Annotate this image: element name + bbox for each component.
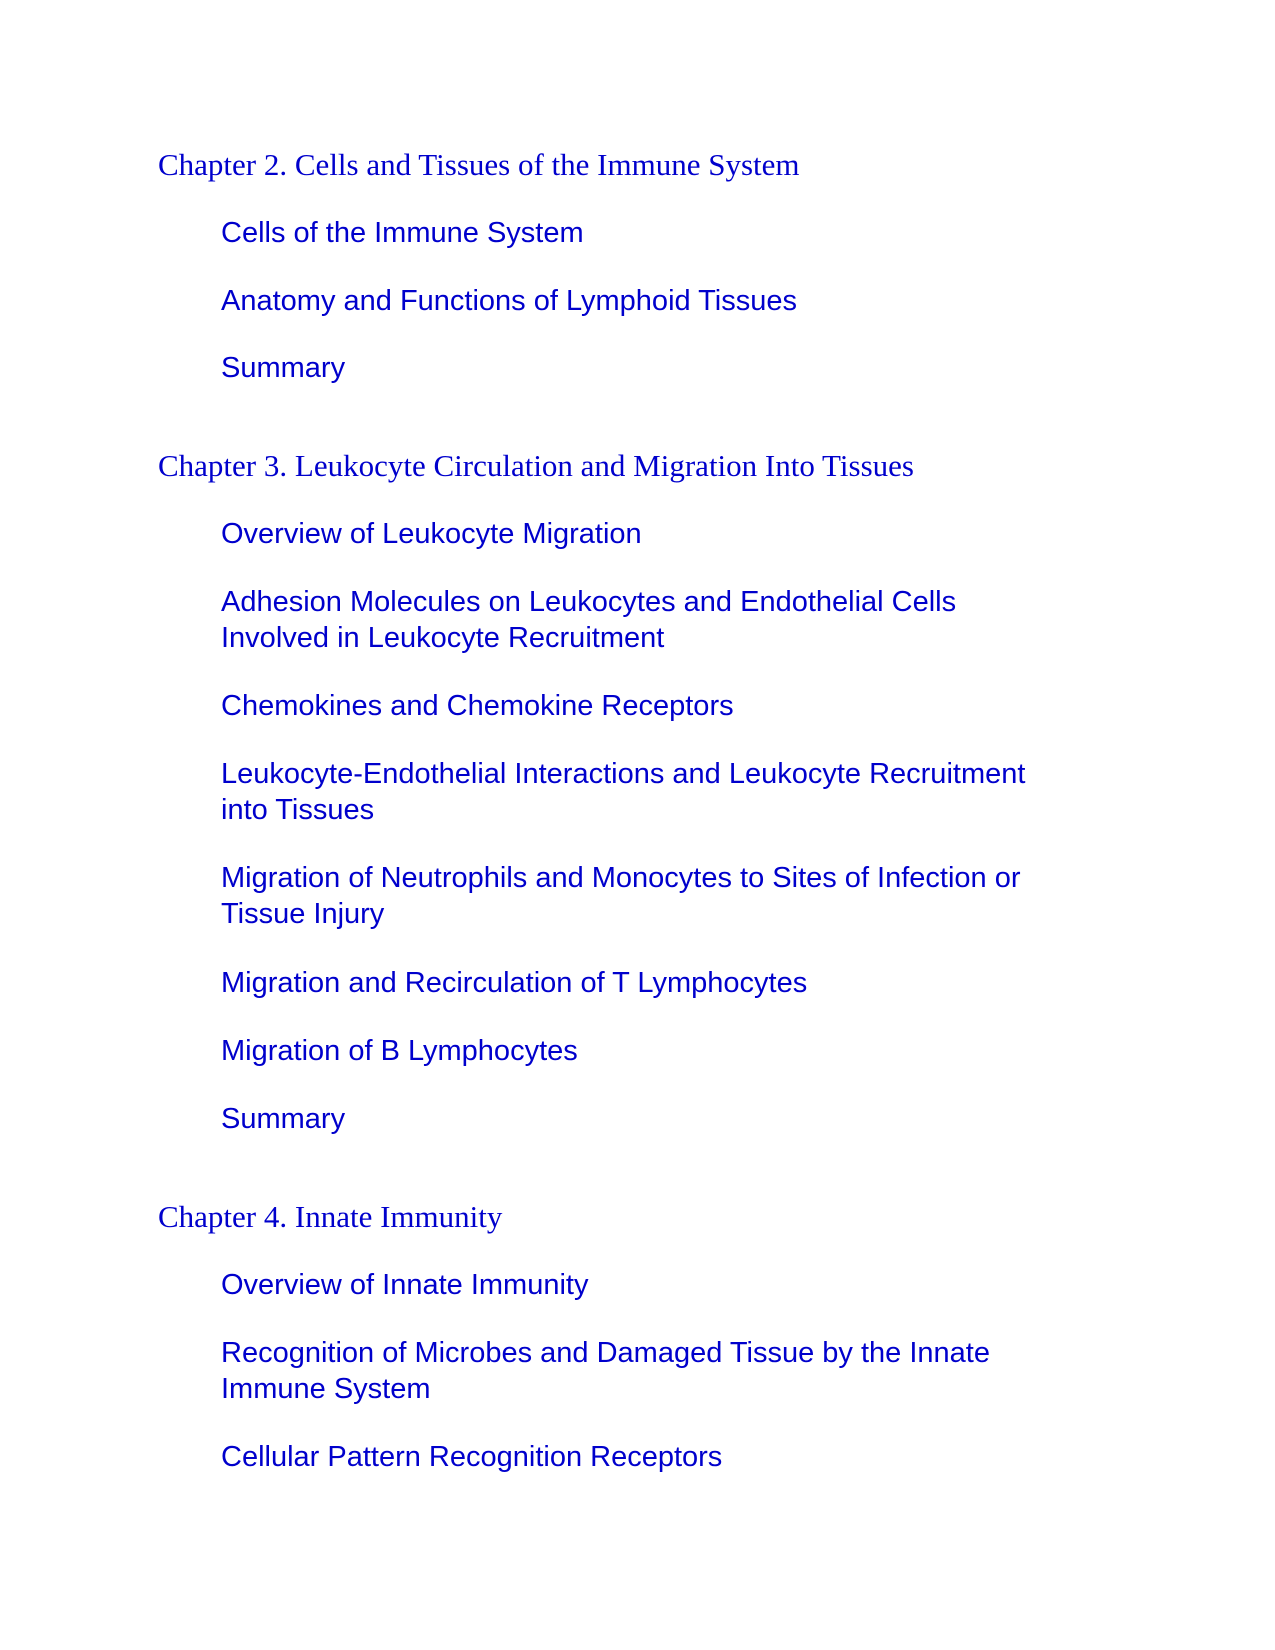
toc-section-link[interactable] <box>221 584 1121 656</box>
toc-section-link[interactable]: Anatomy and Functions of Lymphoid Tissues <box>221 285 798 317</box>
toc-section-link[interactable]: Cellular Pattern Recognition Receptors <box>221 1441 723 1473</box>
toc-section-link[interactable]: Cells of the Immune System <box>221 217 584 249</box>
toc-section-line: Recognition of Microbes and Damaged Tissue by the Innate <box>221 1337 990 1369</box>
toc-section-line: Leukocyte-Endothelial Interactions and Leukocyte Recruitment <box>221 758 1026 790</box>
toc-chapter-2-link[interactable]: Chapter 2. Cells and Tissues of the Immune System <box>158 147 800 182</box>
toc-section-link[interactable]: Chemokines and Chemokine Receptors <box>221 690 734 722</box>
toc-section-link[interactable] <box>221 860 1121 932</box>
toc-section-link[interactable]: Migration of B Lymphocytes <box>221 1035 578 1067</box>
toc-chapter-3-link[interactable]: Chapter 3. Leukocyte Circulation and Migration Into Tissues <box>158 448 914 483</box>
toc-section-line: Migration of Neutrophils and Monocytes to Sites of Infection or <box>221 862 1021 894</box>
toc-section-line: Involved in Leukocyte Recruitment <box>221 622 665 654</box>
toc-section-link[interactable] <box>221 1335 1121 1407</box>
toc-section-line: Adhesion Molecules on Leukocytes and Endothelial Cells <box>221 586 957 618</box>
toc-chapter-4-link[interactable]: Chapter 4. Innate Immunity <box>158 1199 503 1234</box>
toc-section-link[interactable]: Summary <box>221 1103 346 1135</box>
toc-section-link[interactable] <box>221 756 1121 828</box>
toc-section-line: Tissue Injury <box>221 898 385 930</box>
toc-section-link[interactable]: Overview of Innate Immunity <box>221 1269 589 1301</box>
toc-section-line: Immune System <box>221 1373 431 1405</box>
toc-section-line: into Tissues <box>221 794 375 826</box>
toc-section-link[interactable]: Migration and Recirculation of T Lymphocytes <box>221 967 808 999</box>
toc-section-link[interactable]: Overview of Leukocyte Migration <box>221 518 642 550</box>
toc-section-link[interactable]: Summary <box>221 352 346 384</box>
